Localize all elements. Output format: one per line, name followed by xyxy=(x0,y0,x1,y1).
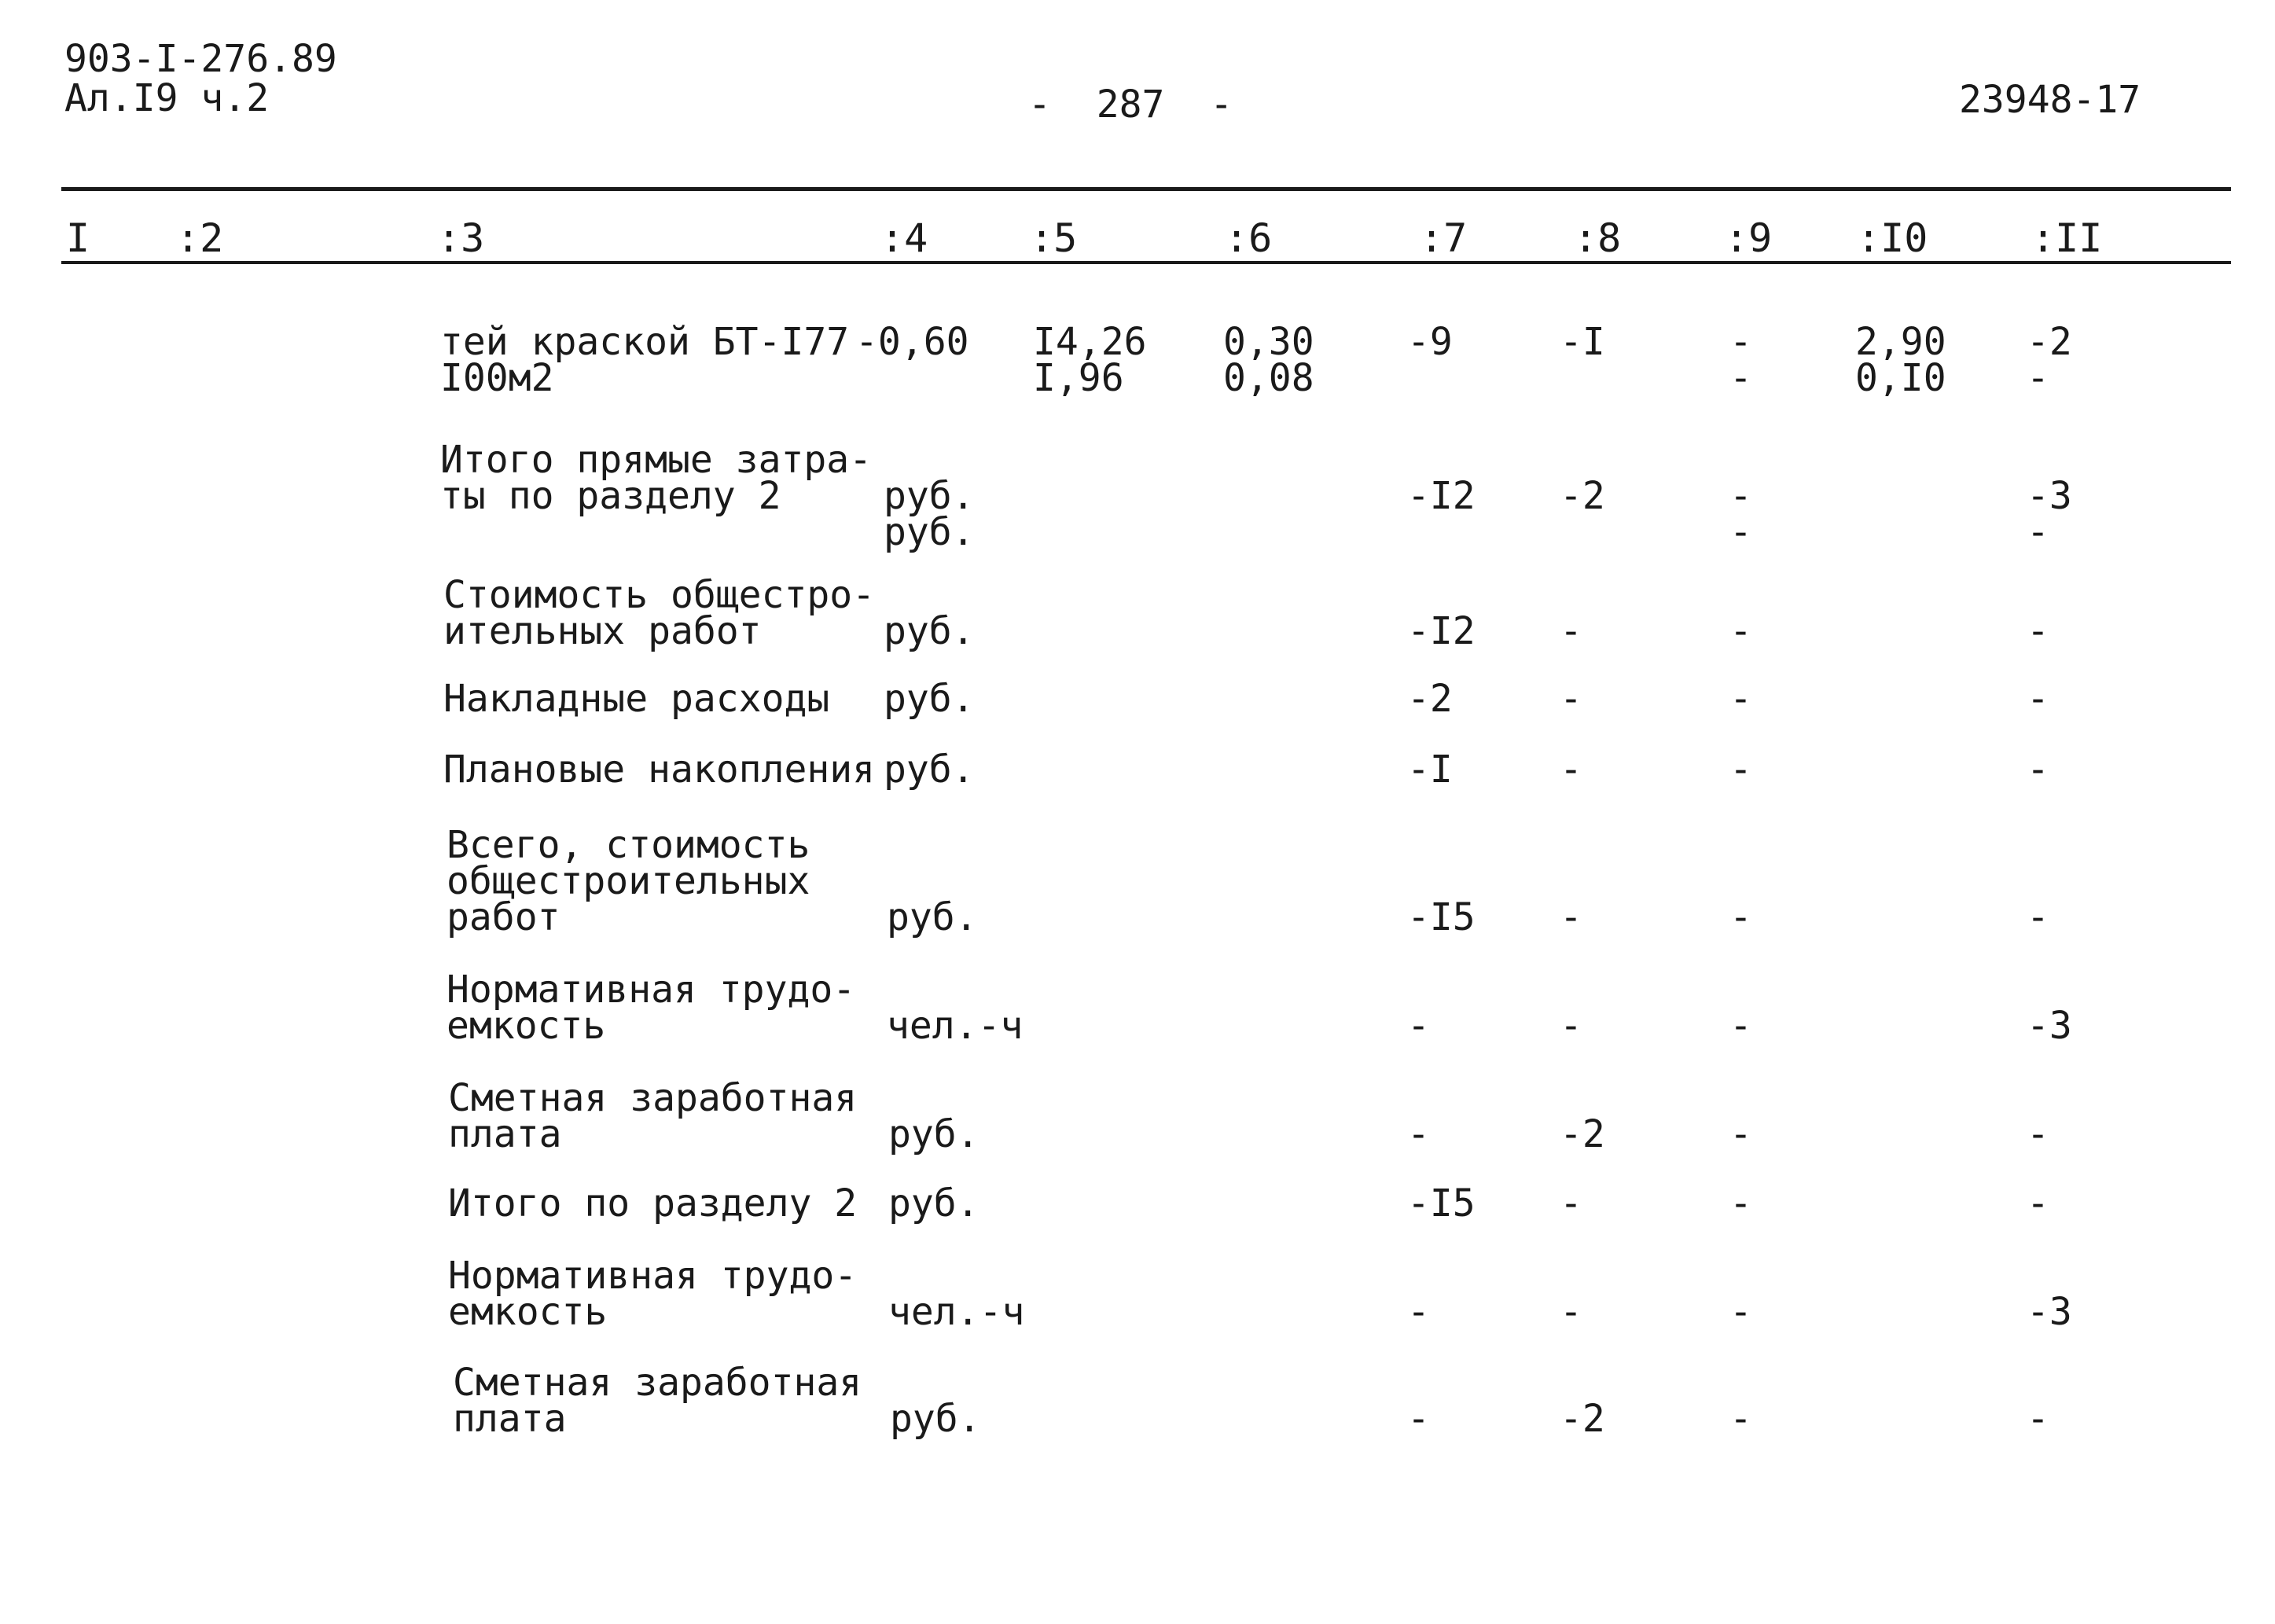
column-header-10: :I0 xyxy=(1857,215,1928,261)
column-header-2: :2 xyxy=(176,215,224,261)
row-col-11: - xyxy=(2027,609,2049,653)
column-header-1: I xyxy=(66,215,90,261)
row-col-9: - - xyxy=(1729,474,1752,554)
row-unit: руб. xyxy=(887,895,978,939)
row-name: Накладные расходы xyxy=(443,677,830,721)
row-name: Итого по разделу 2 xyxy=(448,1181,858,1225)
row-col-7: - xyxy=(1407,1290,1430,1334)
row-col-8: -I xyxy=(1560,320,1605,364)
row-col-9: - xyxy=(1729,1004,1752,1048)
row-unit: руб. xyxy=(888,1112,979,1156)
row-col-11: -3 xyxy=(2027,1290,2072,1334)
row-col-11: - xyxy=(2027,895,2049,939)
column-header-3: :3 xyxy=(437,215,485,261)
row-col-11: -3 - xyxy=(2027,474,2072,554)
column-header-7: :7 xyxy=(1420,215,1468,261)
column-header-5: :5 xyxy=(1030,215,1078,261)
row-col-9: - xyxy=(1729,748,1752,792)
row-col-8: -2 xyxy=(1560,1112,1605,1156)
row-col-11: - xyxy=(2027,1397,2049,1441)
row-unit: руб. xyxy=(884,609,975,653)
row-name: тей краской БТ-I77 I00м2 xyxy=(440,320,850,400)
row-col-8: -2 xyxy=(1560,474,1605,518)
row-col-11: - xyxy=(2027,1112,2049,1156)
row-col-5: I4,26 I,96 xyxy=(1033,320,1147,400)
row-col-7: -2 xyxy=(1407,677,1453,721)
row-col-9: - - xyxy=(1729,320,1752,400)
row-col-7: -I2 xyxy=(1407,474,1476,518)
row-name: Сметная заработная плата xyxy=(453,1361,862,1441)
column-header-9: :9 xyxy=(1725,215,1773,261)
row-col-7: -9 xyxy=(1407,320,1453,364)
column-header-6: :6 xyxy=(1225,215,1273,261)
archive-number: 23948-17 xyxy=(1959,78,2141,122)
row-col-7: -I2 xyxy=(1407,609,1476,653)
row-col-7: -I5 xyxy=(1407,895,1476,939)
row-unit: чел.-ч xyxy=(887,1004,1024,1048)
row-col-9: - xyxy=(1729,1112,1752,1156)
row-name: Итого прямые затра- ты по разделу 2 xyxy=(440,438,873,518)
row-col-8: - xyxy=(1560,748,1582,792)
row-unit: руб. xyxy=(884,677,975,721)
column-header-11: :II xyxy=(2031,215,2103,261)
row-unit: руб. xyxy=(884,748,975,792)
row-col-10: 2,90 0,I0 xyxy=(1855,320,1946,400)
row-name: Сметная заработная плата xyxy=(448,1076,858,1156)
row-col-8: - xyxy=(1560,1290,1582,1334)
row-unit: -0,60 xyxy=(855,320,969,364)
column-header-4: :4 xyxy=(880,215,928,261)
row-col-11: - xyxy=(2027,677,2049,721)
row-col-11: - xyxy=(2027,748,2049,792)
row-col-11: -3 xyxy=(2027,1004,2072,1048)
row-col-7: - xyxy=(1407,1004,1430,1048)
row-col-9: - xyxy=(1729,677,1752,721)
row-unit: руб. xyxy=(888,1181,979,1225)
row-col-7: - xyxy=(1407,1397,1430,1441)
row-col-7: - xyxy=(1407,1112,1430,1156)
row-col-8: - xyxy=(1560,677,1582,721)
row-col-7: -I5 xyxy=(1407,1181,1476,1225)
row-name: Всего, стоимость общестроительных работ xyxy=(447,823,810,939)
row-col-8: - xyxy=(1560,609,1582,653)
page-number: - 287 - xyxy=(1028,83,1233,127)
row-name: Нормативная трудо- емкость xyxy=(447,968,856,1048)
row-col-11: -2 - xyxy=(2027,320,2072,400)
row-col-8: - xyxy=(1560,895,1582,939)
row-name: Нормативная трудо- емкость xyxy=(448,1254,858,1334)
row-name: Стоимость общестро- ительных работ xyxy=(443,573,876,653)
row-col-8: - xyxy=(1560,1004,1582,1048)
row-col-8: - xyxy=(1560,1181,1582,1225)
row-name: Плановые накопления xyxy=(443,748,876,792)
row-col-9: - xyxy=(1729,1397,1752,1441)
row-col-8: -2 xyxy=(1560,1397,1605,1441)
row-col-9: - xyxy=(1729,1290,1752,1334)
row-col-7: -I xyxy=(1407,748,1453,792)
row-col-11: - xyxy=(2027,1181,2049,1225)
row-unit: руб. xyxy=(890,1397,981,1441)
row-col-9: - xyxy=(1729,895,1752,939)
row-unit: чел.-ч xyxy=(888,1290,1025,1334)
document-code: 903-I-276.89 Ал.I9 ч.2 xyxy=(64,37,337,120)
row-col-9: - xyxy=(1729,1181,1752,1225)
row-col-6: 0,30 0,08 xyxy=(1223,320,1314,400)
row-col-9: - xyxy=(1729,609,1752,653)
row-unit: руб. руб. xyxy=(884,474,975,554)
column-header-8: :8 xyxy=(1574,215,1622,261)
